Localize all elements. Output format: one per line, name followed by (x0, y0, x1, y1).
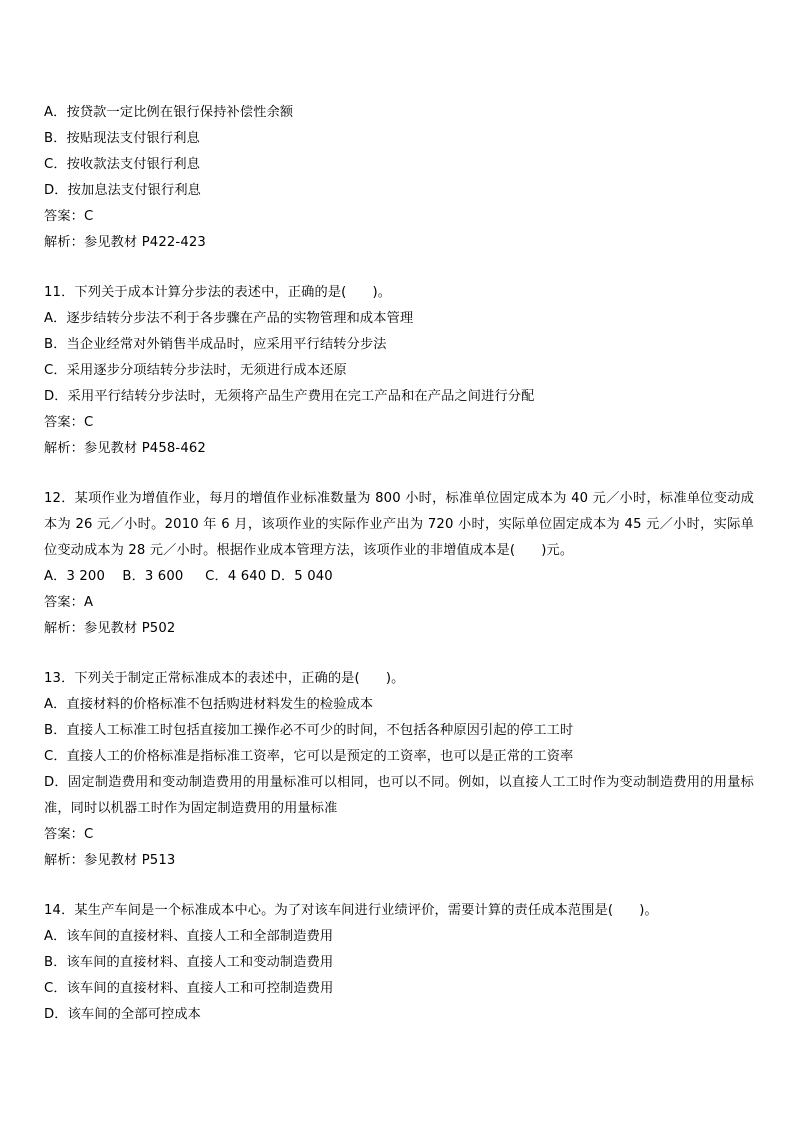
option-c: C．按收款法支付银行利息 (44, 157, 201, 172)
options-inline: A．3 200 B．3 600 C．4 640 D．5 040 (44, 569, 333, 584)
option-a: A．按贷款一定比例在银行保持补偿性余额 (44, 105, 294, 120)
question-block-12 (44, 486, 754, 642)
answer-line: 答案：C (44, 415, 94, 430)
question-block-13 (44, 666, 754, 874)
option-b: B．直接人工标准工时包括直接加工操作必不可少的时间，不包括各种原因引起的停工工时 (44, 723, 574, 738)
option-c: C．该车间的直接材料、直接人工和可控制造费用 (44, 981, 334, 996)
question-block-14 (44, 898, 754, 1028)
question-block-10 (44, 100, 754, 256)
analysis-line: 解析：参见教材 P422-423 (44, 235, 206, 250)
option-c: C．直接人工的价格标准是指标准工资率，它可以是预定的工资率，也可以是正常的工资率 (44, 749, 574, 764)
question-stem: 11．下列关于成本计算分步法的表述中，正确的是( )。 (44, 285, 392, 300)
page-content (44, 100, 754, 1028)
option-b: B．该车间的直接材料、直接人工和变动制造费用 (44, 955, 334, 970)
option-d: D．该车间的全部可控成本 (44, 1007, 202, 1022)
answer-line: 答案：C (44, 209, 94, 224)
option-c: C．采用逐步分项结转分步法时，无须进行成本还原 (44, 363, 347, 378)
answer-line: 答案：C (44, 827, 94, 842)
analysis-line: 解析：参见教材 P502 (44, 621, 176, 636)
question-stem: 13．下列关于制定正常标准成本的表述中，正确的是( )。 (44, 671, 405, 686)
question-stem: 12．某项作业为增值作业，每月的增值作业标准数量为 800 小时，标准单位固定成本为 40 元／小时，标准单位变动成本为 26 元／小时。2010 年 6 月，该项作业的实际作业产出为 720 小时，实际单位固定成本为 45 元／小时，实际单位变动成本为 28 元／小时。根据作业成本管理方法，该项作业的非增值成本是( )元。 (44, 491, 754, 558)
option-a: A．该车间的直接材料、直接人工和全部制造费用 (44, 929, 334, 944)
question-block-11 (44, 280, 754, 462)
option-b: B．当企业经常对外销售半成品时，应采用平行结转分步法 (44, 337, 387, 352)
analysis-line: 解析：参见教材 P458-462 (44, 441, 206, 456)
option-d: D．采用平行结转分步法时，无须将产品生产费用在完工产品和在产品之间进行分配 (44, 389, 535, 404)
answer-line: 答案：A (44, 595, 94, 610)
question-stem: 14．某生产车间是一个标准成本中心。为了对该车间进行业绩评价，需要计算的责任成本范围是( )。 (44, 903, 658, 918)
option-a: A．逐步结转分步法不利于各步骤在产品的实物管理和成本管理 (44, 311, 414, 326)
analysis-line: 解析：参见教材 P513 (44, 853, 176, 868)
option-a: A．直接材料的价格标准不包括购进材料发生的检验成本 (44, 697, 374, 712)
option-d: D．按加息法支付银行利息 (44, 183, 202, 198)
option-b: B．按贴现法支付银行利息 (44, 131, 200, 146)
option-d: D．固定制造费用和变动制造费用的用量标准可以相同，也可以不同。例如，以直接人工工时作为变动制造费用的用量标准，同时以机器工时作为固定制造费用的用量标准 (44, 775, 754, 816)
